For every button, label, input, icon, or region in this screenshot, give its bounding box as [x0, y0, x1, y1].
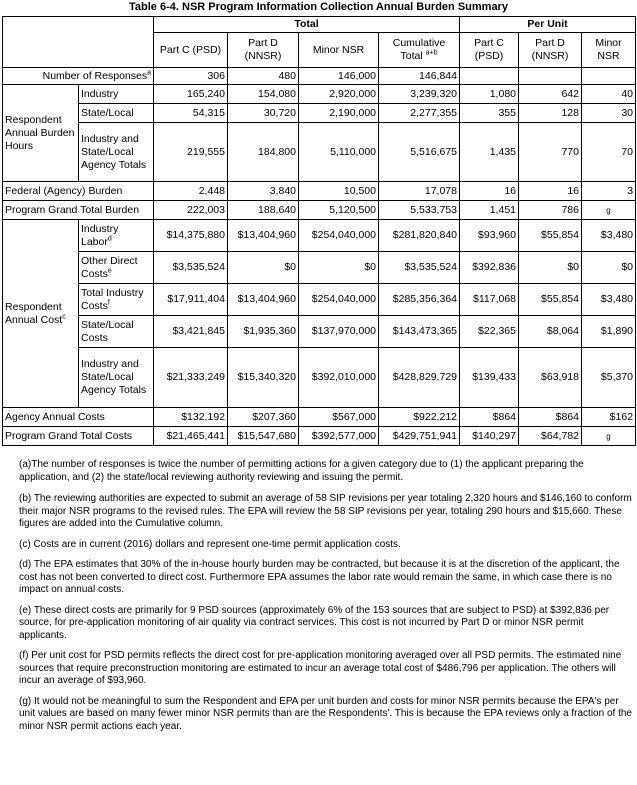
value-cell: 2,920,000 [299, 85, 379, 104]
value-cell: 3 [582, 182, 636, 201]
value-cell: 30 [582, 104, 636, 123]
value-cell: $13,404,960 [228, 220, 299, 252]
value-cell: 1,435 [460, 123, 519, 182]
row-label-sup: c [62, 313, 66, 320]
value-cell: $21,465,441 [154, 427, 228, 446]
table-row [3, 68, 636, 85]
row-label-text: Number of Responses [42, 69, 148, 82]
row-label-text: Agency Annual Costs [5, 410, 105, 423]
value-cell: 17,078 [379, 182, 460, 201]
value-cell: $1,935,360 [228, 316, 299, 348]
row-label-text: Program Grand Total Burden [5, 203, 140, 216]
table-row [3, 201, 636, 220]
value-cell: 2,277,355 [379, 104, 460, 123]
value-cell: $392,010,000 [299, 348, 379, 408]
value-cell: $55,854 [519, 220, 582, 252]
value-cell: 30,720 [228, 104, 299, 123]
value-cell [460, 68, 519, 85]
group-label [3, 220, 79, 408]
value-cell: $162 [582, 408, 636, 427]
footnotes [7, 459, 633, 741]
table-body [3, 17, 636, 446]
table-row [3, 427, 636, 446]
value-cell: 3,239,320 [379, 85, 460, 104]
value-cell: $922,212 [379, 408, 460, 427]
value-cell: $143,473,365 [379, 316, 460, 348]
row-label-sup: f [107, 299, 110, 306]
row-label-sup: a [147, 69, 151, 76]
value-cell: $567,000 [299, 408, 379, 427]
value-cell: $3,535,524 [379, 252, 460, 284]
footnote: (e) These direct costs are primarily for 9 PSD sources (approximately 6% of the 153 sources that are subject to PSD) at $392,836 per source, for pre-application monitoring of air quality via contract services. This cost is not incurred by Part D or minor NSR permit applicants. [19, 604, 610, 641]
value-cell: 2,448 [154, 182, 228, 201]
table-row [3, 182, 636, 201]
value-cell: 10,500 [299, 182, 379, 201]
value-cell: $0 [228, 252, 299, 284]
row-label-text: Industry and State/Local Agency Totals [81, 358, 147, 396]
col-header-unit-part-c-psd: Part C (PSD) [460, 33, 519, 68]
value-cell: 146,000 [299, 68, 379, 85]
table-row [3, 104, 636, 123]
value-cell: 1,451 [460, 201, 519, 220]
value-cell: $137,970,000 [299, 316, 379, 348]
value-cell: $93,960 [460, 220, 519, 252]
value-cell: 5,516,675 [379, 123, 460, 182]
value-cell: $13,404,960 [228, 284, 299, 316]
value-cell: $281,820,840 [379, 220, 460, 252]
value-cell: $21,333,249 [154, 348, 228, 408]
value-cell: $428,829,729 [379, 348, 460, 408]
value-cell: $254,040,000 [299, 284, 379, 316]
row-label [79, 104, 154, 123]
value-cell: $63,918 [519, 348, 582, 408]
value-cell: $1,890 [582, 316, 636, 348]
row-label-text: Respondent Annual Cost [5, 300, 63, 326]
value-cell: 54,315 [154, 104, 228, 123]
value-cell: 219,555 [154, 123, 228, 182]
value-cell: 5,120,500 [299, 201, 379, 220]
value-cell: $3,480 [582, 284, 636, 316]
value-cell: $392,577,000 [299, 427, 379, 446]
value-cell: $15,547,680 [228, 427, 299, 446]
row-label [3, 182, 154, 201]
value-cell: 146,844 [379, 68, 460, 85]
row-label-text: Industry and State/Local Agency Totals [81, 132, 147, 171]
row-label [79, 284, 154, 316]
cumulative-total-sup: a+b [425, 49, 438, 57]
value-cell: 3,840 [228, 182, 299, 201]
group-label [3, 85, 79, 182]
value-cell: $15,340,320 [228, 348, 299, 408]
value-cell: 642 [519, 85, 582, 104]
value-cell: $140,297 [460, 427, 519, 446]
table-row [3, 316, 636, 348]
value-cell: $17,911,404 [154, 284, 228, 316]
row-label [79, 348, 154, 408]
row-label [79, 123, 154, 182]
row-label-sup: d [107, 235, 112, 242]
table-row [3, 252, 636, 284]
value-cell: $3,421,845 [154, 316, 228, 348]
value-cell: 480 [228, 68, 299, 85]
value-cell: $3,480 [582, 220, 636, 252]
value-cell: $55,854 [519, 284, 582, 316]
footnote: (g) It would not be meaningful to sum the Respondent and EPA per unit burden and costs for minor NSR permits because the EPA's per unit values are based on many fewer minor NSR permits than are the Respondents'. This is because the EPA reviews only a fraction of the minor NSR permit actions each year. [19, 695, 632, 732]
footnote: (c) Costs are in current (2016) dollars and represent one-time permit application costs. [19, 538, 401, 550]
row-label [79, 85, 154, 104]
value-cell: g [582, 427, 636, 446]
value-cell: $3,535,524 [154, 252, 228, 284]
value-cell: $14,375,880 [154, 220, 228, 252]
row-label [3, 427, 154, 446]
row-label [3, 68, 154, 85]
value-cell: 770 [519, 123, 582, 182]
value-cell: 2,190,000 [299, 104, 379, 123]
row-label-text: Total Industry Costs [81, 286, 144, 312]
row-label-text: Federal (Agency) Burden [5, 184, 123, 197]
value-cell: 70 [582, 123, 636, 182]
row-label-text: Respondent Annual Burden Hours [5, 113, 75, 152]
row-label [3, 408, 154, 427]
value-cell: 16 [519, 182, 582, 201]
table-row [3, 123, 636, 182]
value-cell: $64,782 [519, 427, 582, 446]
value-cell: $392,836 [460, 252, 519, 284]
value-cell: $864 [519, 408, 582, 427]
value-cell: $254,040,000 [299, 220, 379, 252]
table-row [3, 408, 636, 427]
row-label [79, 252, 154, 284]
col-header-unit-minor-nsr: Minor NSR [582, 33, 636, 68]
value-cell: 128 [519, 104, 582, 123]
header-per-unit: Per Unit [460, 17, 636, 33]
burden-summary-table [2, 16, 636, 446]
col-header-unit-part-d-nnsr: Part D (NNSR) [519, 33, 582, 68]
row-label-sup: e [107, 267, 112, 274]
header-row-groups [3, 17, 636, 33]
table-row [3, 85, 636, 104]
value-cell: 184,800 [228, 123, 299, 182]
row-label [79, 316, 154, 348]
value-cell: 16 [460, 182, 519, 201]
value-cell: $117,068 [460, 284, 519, 316]
value-cell: 222,003 [154, 201, 228, 220]
value-cell [582, 68, 636, 85]
value-cell: $5,370 [582, 348, 636, 408]
value-cell: $285,356,364 [379, 284, 460, 316]
value-cell: 40 [582, 85, 636, 104]
value-cell: $864 [460, 408, 519, 427]
row-label-text: Industry Labor [81, 222, 119, 248]
value-cell: $22,365 [460, 316, 519, 348]
value-cell: 165,240 [154, 85, 228, 104]
row-label-text: State/Local [81, 106, 134, 119]
table-row [3, 220, 636, 252]
value-cell: 154,080 [228, 85, 299, 104]
col-header-cumulative-total [379, 33, 460, 68]
value-cell: $0 [582, 252, 636, 284]
value-cell: 355 [460, 104, 519, 123]
value-cell: 5,110,000 [299, 123, 379, 182]
value-cell: $207,360 [228, 408, 299, 427]
value-cell: $429,751,941 [379, 427, 460, 446]
row-label-text: Program Grand Total Costs [5, 429, 133, 442]
row-label [79, 220, 154, 252]
table-row [3, 348, 636, 408]
row-label-text: Other Direct Costs [81, 254, 138, 280]
header-blank-cell [3, 17, 154, 68]
footnote: (b) The reviewing authorities are expected to submit an average of 58 SIP revisions per year totaling 2,320 hours and $146,160 to conform their major NSR programs to the revised rules. The EPA will review the 58 SIP revisions per year, totaling 290 hours and $15,660. These figures are added into the Cumulative column. [19, 493, 632, 529]
footnote: (d) The EPA estimates that 30% of the in-house hourly burden may be contracted, but because it is at the discretion of the applicant, the cost has not been converted to direct cost. Furthermore EPA assumes the labor rate would remain the same, in which case there is no impact on annual costs. [19, 559, 620, 595]
footnote: (f) Per unit cost for PSD permits reflects the direct cost for pre-application monitoring averaged over all PSD permits. The estimated nine sources that require preconstruction monitoring are estimated to incur an average total cost of $486,796 per application. The others will incur an average of $93,960. [19, 650, 622, 686]
table-title: Table 6-4. NSR Program Information Collection Annual Burden Summary [129, 1, 508, 13]
row-label [3, 201, 154, 220]
value-cell: $132,192 [154, 408, 228, 427]
col-header-part-d-nnsr: Part D (NNSR) [228, 33, 299, 68]
value-cell: g [582, 201, 636, 220]
col-header-part-c-psd: Part C (PSD) [154, 33, 228, 68]
value-cell: $0 [519, 252, 582, 284]
value-cell: $8,064 [519, 316, 582, 348]
value-cell: 786 [519, 201, 582, 220]
cumulative-total-text: Cumulative Total [392, 37, 446, 62]
value-cell: 1,080 [460, 85, 519, 104]
value-cell: $139,433 [460, 348, 519, 408]
table-row [3, 284, 636, 316]
value-cell: 5,533,753 [379, 201, 460, 220]
value-cell: 306 [154, 68, 228, 85]
row-label-text: State/Local Costs [81, 318, 134, 344]
value-cell [519, 68, 582, 85]
value-cell: 188,640 [228, 201, 299, 220]
value-cell: $0 [299, 252, 379, 284]
col-header-minor-nsr: Minor NSR [299, 33, 379, 68]
header-total: Total [154, 17, 460, 33]
footnote: (a)The number of responses is twice the number of permitting actions for a given category due to (1) the applicant preparing the application, and (2) the state/local reviewing authority reviewing and issuing the permit. [19, 459, 584, 483]
row-label-text: Industry [81, 87, 119, 100]
